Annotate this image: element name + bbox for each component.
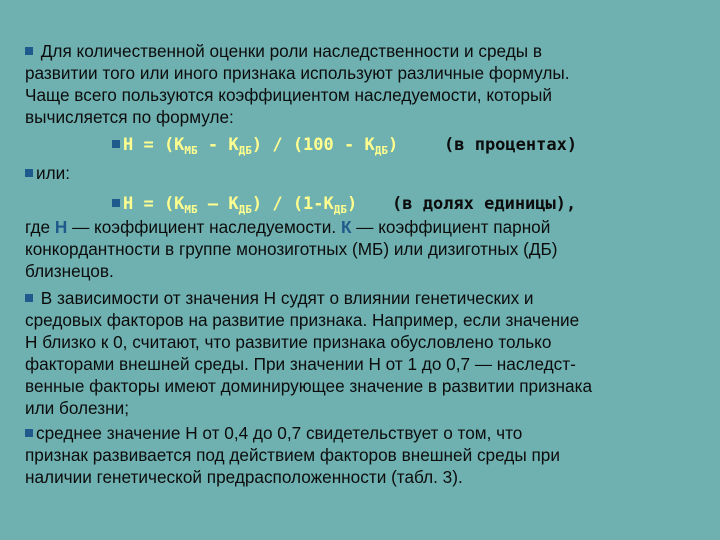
bullet-icon — [25, 47, 33, 55]
paragraph-line: или болезни; — [25, 398, 129, 418]
symbol-h: Н — [54, 217, 68, 237]
paragraph-line: где Н — коэффициент наследуемости. К — коэффициент парной — [25, 217, 551, 237]
paragraph-line: Для количественной оценки роли наследственности и среды в — [25, 40, 542, 62]
paragraph-line: конкордантности в группе монозиготных (МБ) или дизиготных (ДБ) — [25, 239, 558, 259]
paragraph-line: развитии того или иного признака используют различные формулы. — [25, 63, 570, 83]
paragraph-line: близнецов. — [25, 261, 114, 281]
bullet-icon — [25, 294, 33, 302]
bullet-icon — [112, 199, 120, 207]
formula-percent: $Н = (К_{МБ} - К_{ДБ}) / (100 - К_{ДБ})$ — [112, 134, 398, 156]
paragraph-line: Чаще всего пользуются коэффициентом наследуемости, который — [25, 85, 552, 105]
formula-fraction: $Н = (К_{МБ} - К_{ДБ}) / (1-К_{ДБ})$ — [112, 193, 357, 215]
formula-fraction-note: (в долях единицы), — [392, 194, 577, 214]
bullet-icon — [112, 140, 120, 148]
bullet-icon — [25, 169, 33, 177]
paragraph-line: или: — [25, 162, 70, 184]
bullet-icon — [25, 429, 33, 437]
paragraph-line: вычисляется по формуле: — [25, 107, 234, 127]
paragraph-line: венные факторы имеют доминирующее значение в развитии признака — [25, 376, 593, 396]
paragraph-line: наличии генетической предрасположенности (табл. 3). — [25, 467, 463, 487]
formula-percent-note: (в процентах) — [444, 135, 578, 155]
paragraph-line: В зависимости от значения Н судят о влиянии генетических и — [25, 287, 534, 309]
paragraph-line: признак развивается под действием факторов внешней среды при — [25, 445, 560, 465]
paragraph-line: факторами внешней среды. При значении Н от 1 до 0,7 — наследст- — [25, 354, 576, 374]
paragraph-line: средовых факторов на развитие признака. Например, если значение — [25, 310, 580, 330]
symbol-k: К — [340, 217, 352, 237]
paragraph-line: Н близко к 0, считают, что развитие признака обусловлено только — [25, 332, 552, 352]
paragraph-line: среднее значение Н от 0,4 до 0,7 свидетельствует о том, что — [25, 422, 522, 444]
